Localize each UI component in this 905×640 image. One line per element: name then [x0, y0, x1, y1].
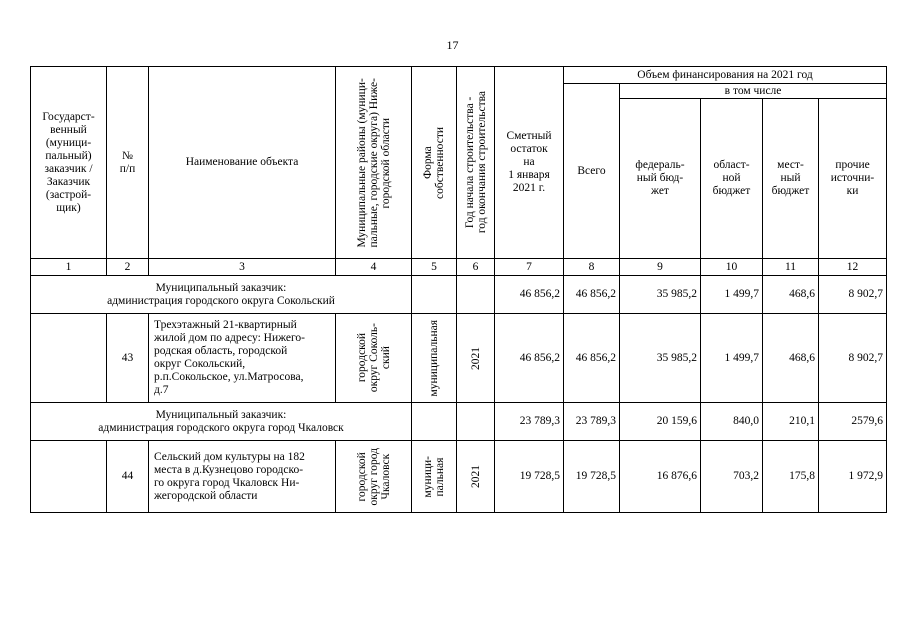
header-district: Муниципальные районы (муници- пальные, городские округа) Ниже- городской области [336, 67, 412, 259]
empty-cell [457, 276, 495, 314]
header-federal: федераль- ный бюд- жет [620, 99, 701, 259]
object-number: 43 [107, 314, 149, 403]
object-ownership: муниципальная [412, 314, 457, 403]
financing-table [30, 66, 887, 513]
other-value: 2579,6 [819, 403, 887, 441]
header-customer: Государст- венный (муници- пальный) заказчик / Заказчик (застрой- щик) [31, 67, 107, 259]
column-number: 8 [564, 259, 620, 276]
header-total: Всего [564, 84, 620, 259]
empty-cell [31, 441, 107, 513]
empty-cell [31, 314, 107, 403]
federal-value: 35 985,2 [620, 314, 701, 403]
total-value: 23 789,3 [564, 403, 620, 441]
object-row [31, 441, 887, 513]
total-value: 19 728,5 [564, 441, 620, 513]
balance-value: 46 856,2 [495, 314, 564, 403]
federal-value: 16 876,6 [620, 441, 701, 513]
group-customer: Муниципальный заказчик: администрация городского округа город Чкаловск [31, 403, 412, 441]
object-row [31, 314, 887, 403]
local-value: 468,6 [763, 276, 819, 314]
header-years: Год начала строительства - год окончания строительства [457, 67, 495, 259]
column-number: 4 [336, 259, 412, 276]
local-value: 175,8 [763, 441, 819, 513]
federal-value: 20 159,6 [620, 403, 701, 441]
header-including: в том числе [620, 84, 887, 99]
column-number: 6 [457, 259, 495, 276]
column-number: 3 [149, 259, 336, 276]
empty-cell [412, 276, 457, 314]
other-value: 1 972,9 [819, 441, 887, 513]
object-years: 2021 [457, 441, 495, 513]
header-ownership: Форма собственности [412, 67, 457, 259]
group-row [31, 403, 887, 441]
other-value: 8 902,7 [819, 314, 887, 403]
other-value: 8 902,7 [819, 276, 887, 314]
column-number: 10 [701, 259, 763, 276]
total-value: 46 856,2 [564, 314, 620, 403]
header-local: мест- ный бюджет [763, 99, 819, 259]
header-regional: област- ной бюджет [701, 99, 763, 259]
group-row [31, 276, 887, 314]
group-customer: Муниципальный заказчик: администрация городского округа Сокольский [31, 276, 412, 314]
empty-cell [457, 403, 495, 441]
column-number: 12 [819, 259, 887, 276]
column-number: 5 [412, 259, 457, 276]
column-number: 1 [31, 259, 107, 276]
object-number: 44 [107, 441, 149, 513]
column-number: 9 [620, 259, 701, 276]
balance-value: 19 728,5 [495, 441, 564, 513]
object-district: городской округ Соколь- ский [336, 314, 412, 403]
object-name: Сельский дом культуры на 182 места в д.Кузнецово городско- го округа город Чкаловск Ни- жегородской области [149, 441, 336, 513]
local-value: 210,1 [763, 403, 819, 441]
federal-value: 35 985,2 [620, 276, 701, 314]
regional-value: 1 499,7 [701, 314, 763, 403]
object-name: Трехэтажный 21-квартирный жилой дом по адресу: Нижего- родская область, городской округ Сокольский, р.п.Сокольское, ул.Матросова, д.7 [149, 314, 336, 403]
header-funding-group: Объем финансирования на 2021 год [564, 67, 887, 84]
column-number: 11 [763, 259, 819, 276]
total-value: 46 856,2 [564, 276, 620, 314]
header-balance: Сметный остаток на 1 января 2021 г. [495, 67, 564, 259]
column-number: 7 [495, 259, 564, 276]
empty-cell [412, 403, 457, 441]
header-other: прочие источни- ки [819, 99, 887, 259]
balance-value: 23 789,3 [495, 403, 564, 441]
balance-value: 46 856,2 [495, 276, 564, 314]
object-ownership: муници- пальная [412, 441, 457, 513]
column-number: 2 [107, 259, 149, 276]
regional-value: 703,2 [701, 441, 763, 513]
regional-value: 840,0 [701, 403, 763, 441]
header-object-name: Наименование объекта [149, 67, 336, 259]
page-number: 17 [446, 38, 459, 52]
column-number-row [31, 259, 887, 276]
object-district: городской округ город Чкаловск [336, 441, 412, 513]
object-years: 2021 [457, 314, 495, 403]
local-value: 468,6 [763, 314, 819, 403]
header-number: № п/п [107, 67, 149, 259]
regional-value: 1 499,7 [701, 276, 763, 314]
